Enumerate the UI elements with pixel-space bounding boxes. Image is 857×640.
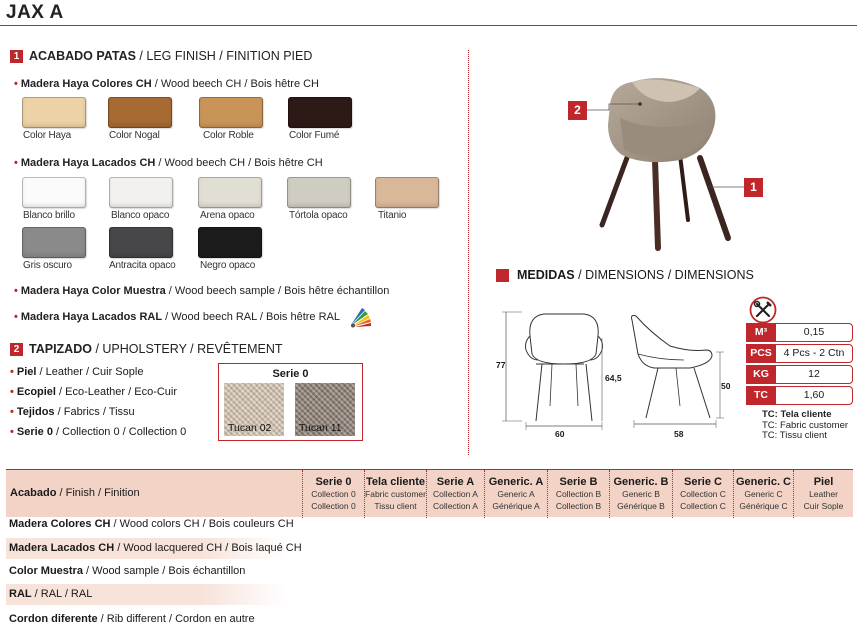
item-bold: Tejidos: [16, 406, 55, 418]
col-sub: Collection 0: [311, 501, 356, 511]
fabric-label: Tucan 11: [299, 422, 342, 434]
swatch-label: Color Haya: [23, 130, 72, 141]
col-sub: Generic A: [497, 489, 535, 499]
table-header-col: [484, 470, 547, 518]
swatch-label: Titanio: [378, 210, 407, 221]
row-rest: / Wood sample / Bois échantillon: [82, 565, 246, 577]
table-header-col: [302, 470, 364, 518]
upholstery-heading: [10, 342, 283, 356]
col-title: Serie C: [684, 476, 722, 488]
swatch-label: Negro opaco: [200, 260, 256, 271]
col-title: Serie 0: [315, 476, 352, 488]
swatch-negro-opaco[interactable]: [198, 227, 262, 258]
section-number-badge: 1: [10, 50, 23, 63]
table-header-finish: [10, 487, 140, 499]
list-item: [10, 386, 186, 406]
beech-lacquered-bold: Madera Haya Lacados CH: [20, 157, 156, 169]
col-title: Tela cliente: [365, 476, 426, 488]
list-item: [10, 406, 186, 426]
bullet: •: [14, 157, 18, 169]
swatch-label: Antracita opaco: [109, 260, 176, 271]
wood-ral-line: [14, 311, 340, 323]
finish-table: [6, 469, 853, 625]
swatch-label: Blanco opaco: [111, 210, 170, 221]
chair-side-view-drawing: [620, 306, 740, 436]
row-rest: / RAL / RAL: [31, 588, 93, 600]
wood-sample-bold: Madera Haya Color Muestra: [20, 285, 166, 297]
item-rest: / Leather / Cuir Sople: [36, 366, 144, 378]
bullet: •: [14, 78, 18, 90]
col-sub: Leather: [809, 489, 838, 499]
table-row: [6, 561, 286, 582]
dimension-width-label: 60: [555, 429, 565, 439]
swatch-gris-oscuro[interactable]: [22, 227, 86, 258]
swatch-blanco-opaco[interactable]: [109, 177, 173, 208]
spec-value: 0,15: [775, 323, 853, 342]
item-bold: Piel: [16, 366, 37, 378]
row-bold: Madera Colores CH: [9, 518, 111, 530]
column-divider: [468, 50, 469, 455]
dimensions-heading-bold: MEDIDAS: [517, 268, 575, 282]
table-row: [6, 584, 286, 605]
row-bold: Color Muestra: [9, 565, 83, 577]
item-rest: / Fabrics / Tissu: [54, 406, 135, 418]
dimensions-heading-rest: / DIMENSIONS / DIMENSIONS: [574, 268, 754, 282]
swatch-label: Gris oscuro: [23, 260, 72, 271]
table-row: [6, 514, 294, 535]
fabric-label: Tucan 02: [228, 422, 272, 434]
item-rest: / Eco-Leather / Eco-Cuir: [55, 386, 178, 398]
spec-key: KG: [746, 365, 776, 384]
tc-note-line: TC: Fabric customer: [762, 419, 849, 431]
swatch-titanio[interactable]: [375, 177, 439, 208]
wood-ral-bold: Madera Haya Lacados RAL: [20, 311, 163, 323]
table-header-col: [426, 470, 484, 518]
swatch-label: Color Nogal: [109, 130, 160, 141]
col-sub: Generic C: [744, 489, 783, 499]
col-title: Serie A: [436, 476, 475, 488]
col-sub: Collection C: [680, 501, 726, 511]
col-title: Generic. A: [488, 476, 544, 488]
col-title: Generic. C: [735, 476, 792, 488]
row-rest: / Wood lacquered CH / Bois laqué CH: [114, 542, 302, 554]
callout-line-leg: [708, 182, 748, 194]
beech-lacquered-subheading: [14, 157, 323, 169]
product-title: JAX A: [6, 2, 64, 23]
col-sub: Collection 0: [311, 489, 356, 499]
beech-lacquered-rest: / Wood beech CH / Bois hêtre CH: [155, 157, 323, 169]
col-sub: Cuir Sople: [803, 501, 844, 511]
tc-note-line: TC: Tissu client: [762, 430, 827, 441]
spec-key: PCS: [746, 344, 776, 363]
row-bold: Madera Lacados CH: [9, 542, 115, 554]
col-sub: Generic B: [622, 489, 660, 499]
bullet: •: [14, 285, 18, 297]
upholstery-list: [10, 366, 186, 446]
table-header-col: [793, 470, 853, 518]
wood-sample-rest: / Wood beech sample / Bois hêtre échantillon: [165, 285, 390, 297]
beech-colors-bold: Madera Haya Colores CH: [20, 78, 152, 90]
col-sub: Collection B: [555, 489, 602, 499]
col-sub: Fabric customer: [365, 489, 426, 499]
item-rest: / Collection 0 / Collection 0: [52, 426, 187, 438]
chair-product-image: [560, 60, 800, 260]
spec-value: 1,60: [775, 386, 853, 405]
chair-front-view-drawing: [492, 306, 622, 442]
bullet: •: [14, 311, 18, 323]
leg-finish-heading-bold: ACABADO PATAS: [29, 49, 136, 63]
title-divider: [0, 25, 857, 26]
list-item: [10, 366, 186, 386]
col-title: Generic. B: [613, 476, 669, 488]
table-row: [6, 609, 286, 630]
tc-footnote: [762, 410, 848, 442]
table-header-col: [733, 470, 793, 518]
col-title: Serie B: [559, 476, 598, 488]
col-sub: Tissu client: [374, 501, 417, 511]
swatch-label: Tórtola opaco: [289, 210, 348, 221]
swatch-color-roble[interactable]: [199, 97, 263, 128]
wood-ral-rest: / Wood beech RAL / Bois hêtre RAL: [162, 311, 341, 323]
upholstery-heading-bold: TAPIZADO: [29, 342, 92, 356]
col-sub: Générique B: [617, 501, 665, 511]
spec-key: TC: [746, 386, 776, 405]
dimension-seat-height-label: 64,5: [605, 373, 622, 383]
row-bold: Cordon diferente: [9, 613, 98, 625]
col-title: Piel: [813, 476, 834, 488]
swatch-color-fume[interactable]: [288, 97, 352, 128]
bullet: •: [10, 406, 14, 418]
dimensions-heading: [496, 268, 754, 282]
bullet: •: [10, 426, 14, 438]
col-sub: Collection A: [433, 501, 478, 511]
item-bold: Ecopiel: [16, 386, 56, 398]
table-header-col: [609, 470, 672, 518]
swatch-label: Color Roble: [203, 130, 254, 141]
table-row: [6, 538, 302, 559]
bullet: •: [10, 366, 14, 378]
serie-title: Serie 0: [272, 368, 309, 380]
callout-badge-seat: 2: [568, 101, 587, 120]
ral-color-fan-icon: [348, 305, 376, 329]
list-item: [10, 426, 186, 446]
header-finish-rest: / Finish / Finition: [56, 487, 140, 499]
swatch-color-nogal[interactable]: [108, 97, 172, 128]
callout-badge-leg: 1: [744, 178, 763, 197]
swatch-label: Color Fumé: [289, 130, 340, 141]
spec-key: M³: [746, 323, 776, 342]
col-sub: Collection B: [555, 501, 602, 511]
swatch-tortola-opaco[interactable]: [287, 177, 351, 208]
tc-note-line: TC: Tela cliente: [762, 409, 832, 420]
table-header-col: [672, 470, 733, 518]
callout-line-seat: [587, 98, 647, 114]
leg-finish-heading: [10, 49, 312, 63]
bullet: •: [10, 386, 14, 398]
beech-colors-rest: / Wood beech CH / Bois hêtre CH: [151, 78, 320, 90]
beech-colors-subheading: [14, 78, 319, 90]
swatch-label: Arena opaco: [200, 210, 255, 221]
col-sub: Générique C: [739, 501, 788, 511]
swatch-antracita-opaco[interactable]: [109, 227, 173, 258]
upholstery-heading-rest: / UPHOLSTERY / REVÊTEMENT: [91, 342, 283, 356]
row-rest: / Wood colors CH / Bois couleurs CH: [110, 518, 294, 530]
dimension-side-seat-label: 50: [721, 381, 731, 391]
spec-value: 4 Pcs - 2 Ctn: [775, 344, 853, 363]
table-header-row: [6, 469, 853, 517]
fabric-swatch-tucan-11[interactable]: [295, 383, 355, 436]
spec-value: 12: [775, 365, 853, 384]
header-finish-bold: Acabado: [10, 487, 57, 499]
assembly-tools-icon: [749, 296, 777, 324]
swatch-arena-opaco[interactable]: [198, 177, 262, 208]
fabric-swatch-tucan-02[interactable]: [224, 383, 284, 436]
col-sub: Générique A: [492, 501, 540, 511]
item-bold: Serie 0: [16, 426, 53, 438]
section-square-marker: [496, 269, 509, 282]
row-bold: RAL: [9, 588, 32, 600]
swatch-label: Blanco brillo: [23, 210, 75, 221]
wood-sample-line: [14, 285, 389, 297]
row-rest: / Rib different / Cordon en autre: [97, 613, 255, 625]
table-header-col: [364, 470, 426, 518]
serie-0-fabric-box: [218, 363, 363, 441]
col-sub: Collection C: [680, 489, 726, 499]
dimension-height-label: 77: [496, 360, 506, 370]
dimension-depth-label: 58: [674, 429, 684, 439]
swatch-blanco-brillo[interactable]: [22, 177, 86, 208]
leg-finish-heading-rest: / LEG FINISH / FINITION PIED: [135, 49, 313, 63]
section-number-badge: 2: [10, 343, 23, 356]
table-header-col: [547, 470, 609, 518]
swatch-color-haya[interactable]: [22, 97, 86, 128]
col-sub: Collection A: [433, 489, 478, 499]
